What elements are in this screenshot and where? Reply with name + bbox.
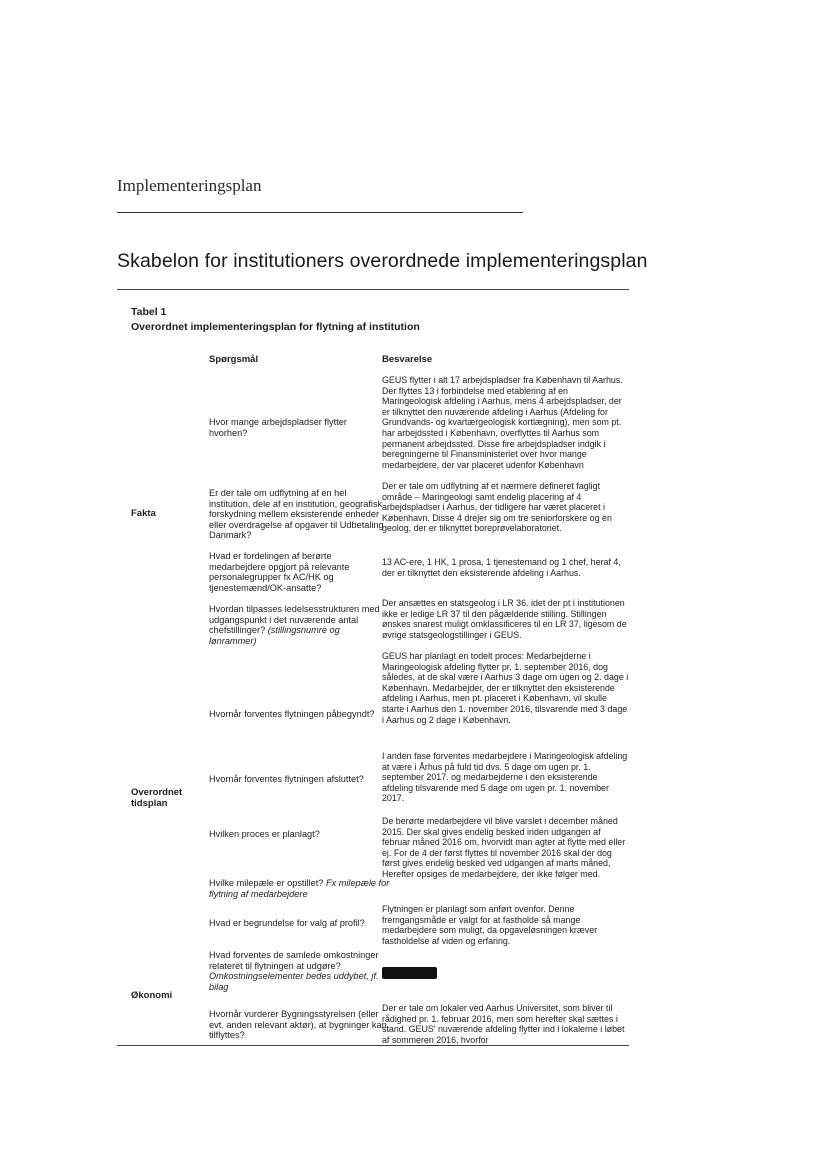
question-management-text: Hvordan tilpasses ledelsesstrukturen med udgangspunkt i det nuværende antal chefstillinger? [209, 604, 380, 636]
question-staff-distribution: Hvad er fordelingen af berørte medarbejdere opgjort på relevante personalegrupper fx AC/HK og tjenestemænd/OK-ansatte? [209, 551, 350, 593]
redacted-block [382, 967, 437, 979]
answer-buildings: Der er tale om lokaler ved Aarhus Universitet, som bliver til rådighed pr. 1. februar 2016, men som herefter skal sættes i stand. GEUS' nuværende afdeling flytter ind i lokalerne i løbet af sommeren 2016, hvorfor [382, 1003, 625, 1045]
question-management-structure [209, 604, 387, 646]
question-profile-reason: Hvad er begrundelse for valg af profil? [209, 918, 365, 928]
question-start-date: Hvornår forventes flytningen påbegyndt? [209, 709, 375, 719]
column-header-question: Spørgsmål [209, 354, 259, 365]
answer-end-date: I anden fase forventes medarbejdere i Maringeologisk afdeling at være i Århus på fuld tid dvs. 5 dage om ugen pr. 1. september 2017. og medarbejderne i den eksisterende afdeling tilsvarende med 5 dage om ugen pr. 1. november 2017. [382, 751, 628, 804]
answer-process: De berørte medarbejdere vil blive varslet i december måned 2015. Der skal gives endelig besked inden udgangen af februar måned 2016 om, hvorvidt man agter at flytte med eller ej. For de 4 der først flyttes til november 2016 skal der dog først gives endelig besked ved udgangen af marts måned, Herefter opsiges de medarbejdere, der ikke følger med. [382, 816, 626, 879]
category-tidsplan: Overordnet tidsplan [131, 787, 183, 809]
question-costs-note: Omkostningselementer bedes uddybet, jf. bilag [209, 971, 379, 992]
table-number: Tabel 1 [131, 306, 167, 318]
question-end-date: Hvornår forventes flytningen afsluttet? [209, 774, 364, 784]
answer-start-date: GEUS har planlagt en todelt proces: Medarbejderne i Maringeologisk afdeling flytter pr. 1. september 2016, dog således, at de skal være i Aarhus 3 dage om ugen og 2. dage i København. Medarbejder, der er tilknyttet den eksisterende afdeling i Aarhus, men pt. placeret i København, vil skulle starte i Aarhus den 1. november 2016, tilsvarende med 3 dage i Aarhus og 2 dage i København. [382, 651, 629, 725]
question-milestones-note: Fx milepæle for flytning af medarbejdere [209, 878, 390, 899]
page-title: Skabelon for institutioners overordnede implementeringsplan [117, 250, 648, 272]
running-header: Implementeringsplan [117, 176, 262, 195]
answer-management-structure: Der ansættes en statsgeolog i LR 36. idet der pt i institutionen ikke er ledige LR 37 til den pågældende stilling. Stillingen ønskes snarest muligt omklassificeres til en LR 37, ligesom de øvrige statsgeologstillinger i GEUS. [382, 598, 627, 640]
header-rule [117, 212, 523, 213]
answer-relocation-type: Der er tale om udflytning af et nærmere defineret fagligt område – Maringeologi samt endelig placering af 4 arbejdspladser i Aarhus, der tidligere har været placeret i København. Disse 4 drejer sig om tre seniorforskere og en geolog, der er tilknyttet boreprøvelaboratoriet. [382, 481, 612, 534]
column-header-answer: Besvarelse [382, 354, 433, 365]
question-workplaces: Hvor mange arbejdspladser flytter hvorhen? [209, 417, 347, 438]
question-costs-text: Hvad forventes de samlede omkostninger relateret til flytningen at udgøre? [209, 950, 379, 971]
question-total-costs [209, 950, 387, 992]
bottom-rule [117, 1045, 629, 1046]
answer-workplaces: GEUS flytter i alt 17 arbejdspladser fra København til Aarhus. Der flyttes 13 i forbindelse med etablering af en Maringeologisk afdeling i Aarhus, mens 4 arbejdspladser, der er tilknyttet den nuværende afdeling i Aarhus (Afdeling for Grundvands- og kvartærgeologisk kortlægning), men som pt. har arbejdssted i København, overflyttes til Aarhus som permanent arbejdssted. Disse fire arbejdspladser indgik i beregningerne til Finansministeriet over hvor mange medarbejdere, der var placeret udenfor København [382, 375, 623, 470]
question-relocation-type: Er der tale om udflytning af en hel institution, dele af en institution, geografisk forskydning mellem eksisterende enheder eller overdragelse af opgaver til Udbetaling Danmark? [209, 488, 384, 541]
answer-profile-reason: Flytningen er planlagt som anført ovenfor. Denne fremgangsmåde er valgt for at fastholde så mange medarbejdere som muligt, da opgaveløsningen kræver fastholdelse af viden og erfaring. [382, 904, 598, 946]
title-rule [117, 289, 629, 290]
table-caption: Overordnet implementeringsplan for flytning af institution [131, 321, 420, 333]
question-buildings: Hvornår vurderer Bygningsstyrelsen (eller evt. anden relevant aktør), at bygninger kan tilflyttes? [209, 1009, 387, 1041]
question-milestones-text: Hvilke milepæle er opstillet? [209, 878, 324, 888]
category-okonomi: Økonomi [131, 990, 173, 1001]
category-fakta: Fakta [131, 508, 156, 519]
question-process: Hvilken proces er planlagt? [209, 829, 320, 839]
question-management-note: (stillingsnumre og lønrammer) [209, 625, 340, 646]
question-milestones [209, 878, 394, 899]
answer-staff-distribution: 13 AC-ere, 1 HK, 1 prosa, 1 tjenestemand og 1 chef, heraf 4, der er tilknyttet den eksisterende afdeling i Aarhus. [382, 557, 621, 578]
